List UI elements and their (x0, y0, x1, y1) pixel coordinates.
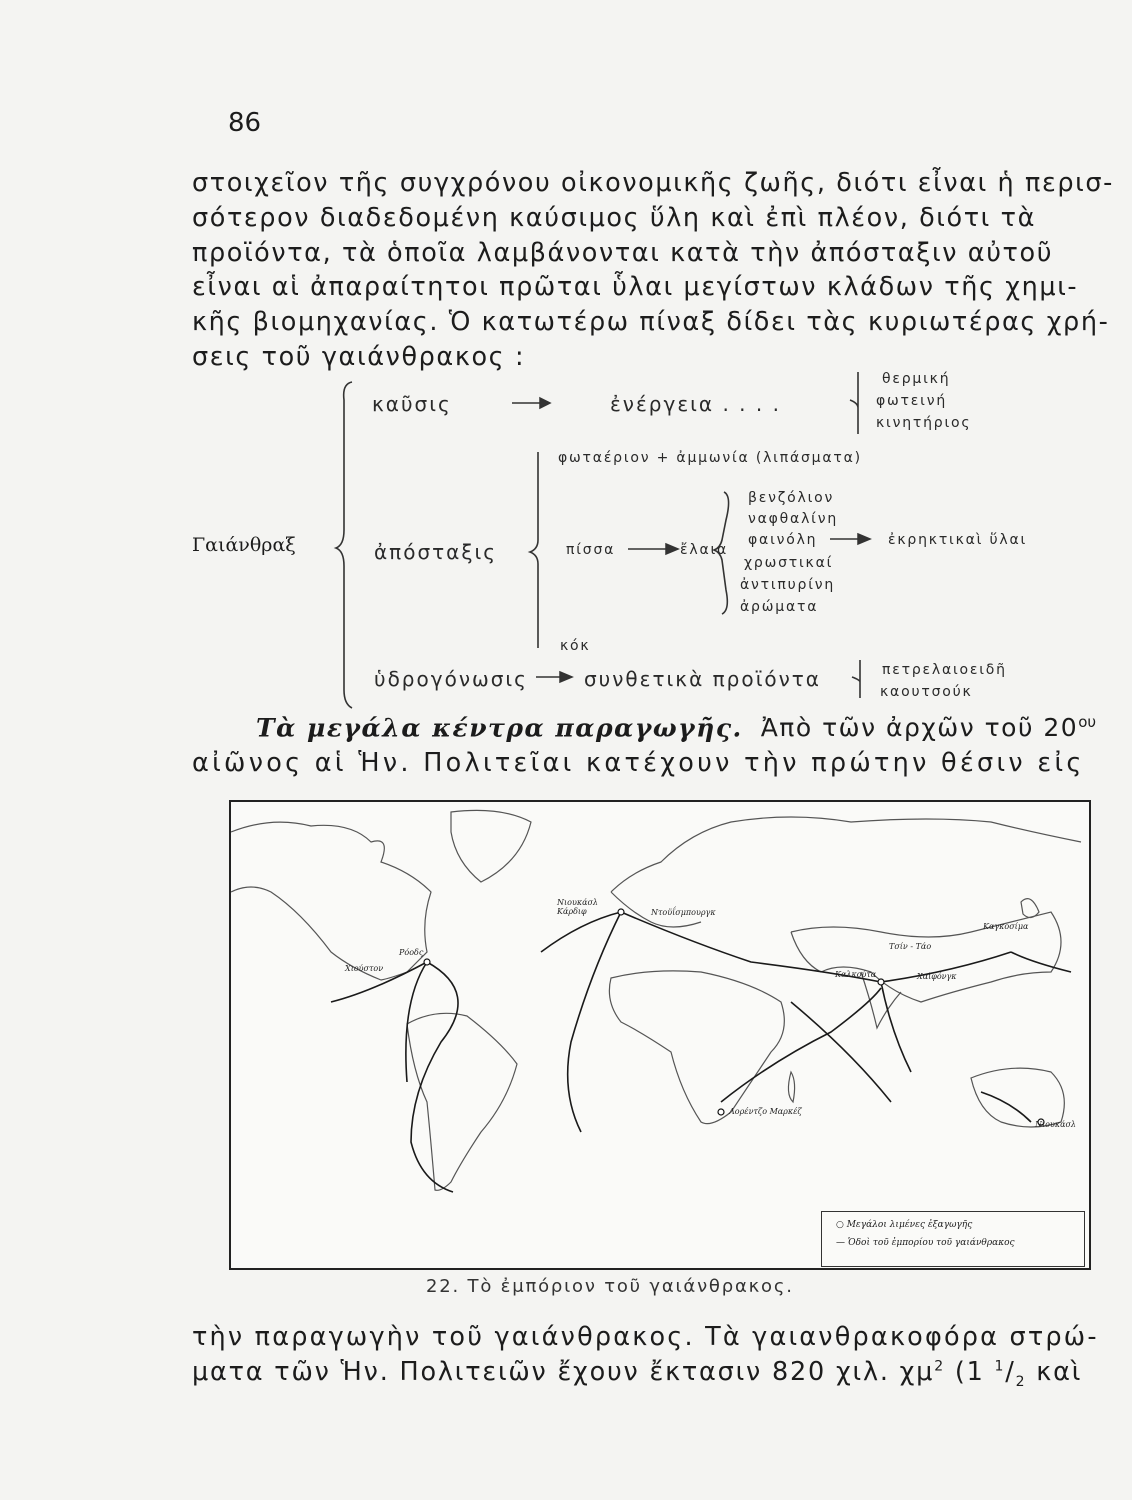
section-heading: Τὰ μεγάλα κέντρα παραγωγῆς. (256, 713, 743, 743)
oil-item-3: φαινόλη (748, 532, 818, 548)
explosives-label: ἐκρηκτικαὶ ὕλαι (888, 532, 1028, 548)
oil-item-4: χρωστικαί (744, 555, 834, 571)
synthetic-item-2: καουτσούκ (880, 684, 973, 700)
body-line-5: κῆς βιομηχανίας. Ὁ κατωτέρω πίναξ δίδει τὰς κυριωτέρας χρή- (192, 307, 1110, 337)
oil-item-2: ναφθαλίνη (748, 511, 838, 527)
section-line-1-rest: Ἀπὸ τῶν ἀρχῶν τοῦ 20 (760, 713, 1079, 743)
section-line-1-sup: ου (1078, 713, 1097, 731)
page-number: 86 (228, 108, 262, 138)
body-line-6: σεις τοῦ γαιάνθρακος : (192, 342, 526, 372)
root-label: Γαιάνθραξ (192, 534, 296, 556)
place-haiphong: Χαϊφόνγκ (917, 972, 957, 981)
map-drawing (231, 802, 1089, 1268)
elaia-label: ἔλαια (680, 542, 729, 558)
place-lourenco-marques: Λορέντζο Μαρκέζ (729, 1107, 802, 1116)
apostaxis-label: ἀπόσταξις (374, 540, 498, 564)
energy-form-1: θερμική (882, 371, 951, 387)
bottom-line-2: ματα τῶν Ἡν. Πολιτειῶν ἔχουν ἔκτασιν 820 χιλ. $\chi\mu^2$ (1 $^1/_2$ καὶ (192, 1357, 1083, 1391)
bottom-line-2-sup: 2 (934, 1358, 945, 1375)
body-line-3: προϊόντα, τὰ ὁποῖα λαμβάνονται κατὰ τὴν ἀπόσταξιν αὐτοῦ (192, 238, 1054, 268)
place-calcutta: Καλκούτα (835, 970, 877, 979)
place-duisburg: Ντοϋΐσμπουργκ (651, 908, 716, 917)
place-newcastle-au: Νιουκάσλ (1035, 1120, 1076, 1129)
body-line-2: σότερον διαδεδομένη καύσιμος ὕλη καὶ ἐπὶ πλέον, διότι τὰ (192, 203, 1036, 233)
bottom-line-1: τὴν παραγωγὴν τοῦ γαιάνθρακος. Τὰ γαιανθρακοφόρα στρώ- (192, 1322, 1099, 1352)
legend-ports: ○ Μεγάλοι λιμένες ἐξαγωγῆς (836, 1220, 973, 1230)
bottom-line-2-b: (1 (944, 1357, 995, 1387)
kausis-label: καῦσις (372, 392, 452, 416)
place-tsingtao: Τσίν - Τάο (889, 942, 932, 951)
diagram-braces (0, 0, 1132, 720)
legend-routes: — Ὁδοὶ τοῦ ἐμπορίου τοῦ γαιάνθρακος (836, 1238, 1015, 1248)
fraction-numerator: 1 (994, 1358, 1006, 1375)
bottom-line-2-a: ματα τῶν Ἡν. Πολιτειῶν ἔχουν ἔκτασιν 820 χιλ. χμ (192, 1357, 935, 1387)
body-line-4: εἶναι αἱ ἀπαραίτητοι πρῶται ὗλαι μεγίστων κλάδων τῆς χημι- (192, 272, 1079, 302)
place-houston: Χιούστον (345, 964, 384, 973)
pissa-label: πίσσα (566, 542, 616, 558)
place-newcastle-cardiff: Νιουκάσλ Κάρδιφ (557, 898, 598, 916)
synthetic-item-1: πετρελαιοειδῆ (882, 662, 1007, 678)
fraction-denominator: 2 (1015, 1374, 1027, 1391)
gas-line: φωταέριον + ἀμμωνία (λιπάσματα) (558, 450, 862, 466)
kok-label: κόκ (560, 638, 591, 654)
figure-caption: 22. Τὸ ἐμπόριον τοῦ γαιάνθρακος. (426, 1276, 794, 1297)
energy-form-3: κινητήριος (876, 415, 972, 431)
section-line-1 (256, 713, 1096, 742)
hydro-label: ὑδρογόνωσις (374, 667, 528, 691)
place-roads: Ρόοδς (399, 948, 424, 957)
energeia-label: ἐνέργεια . . . . (610, 392, 781, 416)
oil-item-6: ἀρώματα (740, 599, 819, 615)
oil-item-1: βενζόλιον (748, 490, 835, 506)
body-line-1: στοιχεῖον τῆς συγχρόνου οἰκονομικῆς ζωῆς, διότι εἶναι ἡ περισ- (192, 168, 1114, 198)
legend-ports-text: Μεγάλοι λιμένες ἐξαγωγῆς (846, 1220, 973, 1230)
energy-form-2: φωτεινή (876, 393, 947, 409)
synthetic-label: συνθετικὰ προϊόντα (584, 667, 821, 691)
bottom-line-2-c: καὶ (1026, 1357, 1083, 1387)
legend-routes-text: Ὁδοὶ τοῦ ἐμπορίου τοῦ γαιάνθρακος (847, 1238, 1015, 1248)
section-line-2: αἰῶνος αἱ Ἡν. Πολιτεῖαι κατέχουν τὴν πρώτην θέσιν εἰς (192, 748, 1085, 778)
coal-trade-map (229, 800, 1091, 1270)
map-legend (821, 1211, 1085, 1267)
place-kagoshima: Καγκοσίμα (983, 922, 1029, 931)
oil-item-5: ἀντιπυρίνη (740, 577, 836, 593)
